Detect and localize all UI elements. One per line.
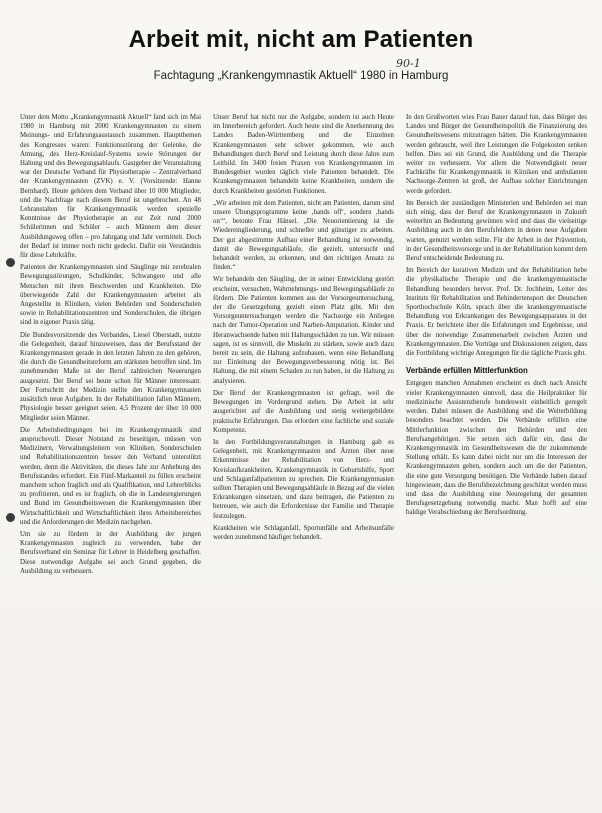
paragraph: In den Fortbildungsveranstaltungen in Hamburg gab es Gelegenheit, mit Krankengymnasten und Ärzten über neue Erkenntnisse der Rehabilitation von Herz- und Kreislaufkrankheiten, Krankengymnastik in Geburtshilfe, Sport und Schlaganfallpatienten zu sprechen. Die Krankengymnasten sollten Therapien und Bewegungsabläufe in Bezug auf die vielen Erkrankungen einsetzen, und dazu beitragen, die Patienten zu betreuen, wie auch die Erfordernisse der Familie und Therapie festzulegen.	[213, 438, 394, 520]
paragraph: Im Bereich der kurativen Medizin und der Rehabilitation hebe die physikalische Therapie und die krankengymnastische Behandlung besonders hervor. Prof. Dr. Jochheim, Leiter des Instituts für Rehabilitation und Behindertensport der Deutschen Sporthochschule Köln, sprach über die krankengymnastische Behandlung von Erkrankungen des Bewegungsapparates in der Praxis. Er berichtete über die Erfahrungen und Ergebnisse, und über die notwendige Zusammenarbeit zwischen Ärzten und Krankengymnasten. Die Vorträge und Diskussionen zeigten, dass die Fortbildung wichtige Anregungen für die tägliche Praxis gibt.	[406, 267, 587, 358]
text-column-1	[20, 113, 201, 803]
paragraph: Die Bundesvorsitzende des Verbandes, Liesel Oberstadt, nutzte die Gelegenheit, darauf hinzuweisen, dass der Berufsstand der Krankengymnasten gerade in den letzten Jahren zu den gehören, die durch die Gesundheitsreform am stärksten betroffen sind. Im zunehmenden Maße ist der Beruf zahlreichen Neuerungen ausgesetzt. Der Beruf sei heute schon für Männer interessant. Der Fortschritt der Medizin stellte den Krankengymnasten zusätzlich neue Aufgaben. In der Rehabilitation fallen Männern, Physiologie besser geeignet seien. 4,5 Prozent der über 10 000 Mitglieder seien Männer.	[20, 331, 201, 422]
paragraph: Unter dem Motto „Krankengymnastik Aktuell“ fand sich im Mai 1980 in Hamburg mit 2000 Krankengymnasten zu einem Meinungs- und Erfahrungsaustausch zusammen. Hauptthemen des Kongresses waren: Funktionsstörung der Gelenke, die Atmung, des Herz-Kreislauf-Systems sowie Störungen der Haltung und des Bewegungsablaufs. Gastgeber der Veranstaltung war der Deutsche Verband für Physiotherapie – Zentralverband der Krankengymnasten (ZVK) e. V. (Vorsitzende: Hanne Bernhard). Heute gehören dem Verband über 10 000 Mitglieder, und die Nachfrage nach diesem Beruf ist ungebrochen. An 48 Lehranstalten für Krankengymnastik werden spezielle Kenntnisse der Physiotherapie an zur Zeit rund 2000 Schülerinnen und Schüler – auch Männern dem dieser Ausbildungsweg offen – pro Jahrgang und Jahr vermittelt. Doch der Bedarf ist immer noch nicht gedeckt. Dafür ein Verständnis für diese Lehrkräfte.	[20, 114, 201, 260]
punch-hole	[6, 258, 15, 267]
paragraph: Krankheiten wie Schlaganfall, Sportunfälle und Arbeitsunfälle werden zunehmend häufiger behandelt.	[213, 524, 394, 541]
paragraph: Entgegen manchen Annahmen erscheint es doch nach Ansicht vieler Krankengymnasten sinnvoll, dass die Heilpraktiker für medizinische Assistenzberufe bundesweit einheitlich geregelt werden. Dabei müssen die Ausbildung und die Weiterbildung besonders beachtet werden. Die Verbände erfüllen eine Mittlerfunktion zwischen den Behörden und den Berufsangehörigen. Sie setzen sich dafür ein, dass die Krankengymnastik im Gesundheitswesen die ihr zukommende Stellung erhält. Es kann dabei nicht nur um die Interessen der Krankengymnasten gehen, sondern auch um die der Patienten, die eine gute Versorgung benötigen. Die Verbände haben darauf hingewiesen, dass die Berufsbezeichnung geschützt werden muss und dass die Ausbildung eine Neuregelung der gesamten Berufsgesetzgebung notwendig macht. Man hofft auf eine baldige Verabschiedung der Berufsordnung.	[406, 380, 587, 517]
paragraph: In den Grußworten wies Frau Bauer darauf hin, dass Bürger des Landes und Bürger der Gesundheitspolitik die Finanzierung des Gesundheitswesens mitzutragen hätten. Die Krankengymnasten werden gebraucht, weil ihre Leistungen die Folgekosten senken helfen. Dies sei ein Grund, die Ausbildung und die Therapie weiter zu verbessern. Vor allem die Notwendigkeit neuer Fachkräfte für Krankengymnastik in Kliniken und ambulanten Nachsorge-Zentren ist groß, der Aufbau solcher Einrichtungen werde gefordert.	[406, 114, 587, 195]
paragraph: Um sie zu fördern in der Ausbildung der jungen Krankengymnasten zugleich zu verwenden, habe der Berufsverband ein Seminar für Lehrer in Heidelberg geschaffen. Diese notwendige Aufgabe sei auch Grund gegeben, die Ausbildung zu verbessern.	[20, 530, 201, 575]
text-column-2	[213, 113, 394, 803]
text-column-3	[406, 113, 587, 803]
article-subtitle: Fachtagung „Krankengymnastik Aktuell“ 1980 in Hamburg	[153, 70, 449, 82]
handwritten-note: 90-1	[396, 57, 421, 70]
punch-hole	[6, 513, 15, 522]
paragraph: Im Bereich der zuständigen Ministerien und Behörden sei man sich einig, dass der Beruf der Krankengymnasten in Zukunft weiterhin an Bedeutung gewinnen wird und dass die vielseitige Ausbildung auch in den Berufsfeldern in denen neue Aufgaben warten, genutzt werden sollte. Für die Arbeit in der Prävention, in der Gesundheitsvorsorge und in der Rehabilitation kommt dem Beruf entscheidende Bedeutung zu.	[406, 199, 587, 263]
paragraph: „Wir arbeiten mit dem Patienten, nicht am Patienten, darum sind unsere Übungsprogramme keine ‚hands off‘, sondern ‚hands on‘“, betonte Frau Hänsel. „Die Neuorientierung ist die Wiedereingliederung, und schneller und günstiger zu arbeiten. Der gut abgestimmte Aufbau einer Behandlung ist notwendig, damit die Bewegungsabläufe, die gezielt, untersucht und behandelt werden, zu erkennen, und den richtigen Ansatz zu finden.“	[213, 199, 394, 272]
paragraph: Unser Beruf hat nicht nur die Aufgabe, sondern ist auch Heute im Innerbereich gefordert. Auch heute sind die Anerkennung des Landes Baden-Württemberg und die Einzelnen Krankengymnasten sehr schwer gekommen, wie auch Behandlungen durch Beruf und Leistung durch diese Jahre zum Leitbild. Im 3400 freien Praxen von Krankengymnasten im Bundesgebiet wurden täglich viele Patienten behandelt. Die Krankengymnasten behandeln keine Krankheiten, sondern die durch Krankheiten gestörten Funktionen.	[213, 114, 394, 195]
paragraph: Wir behandeln den Säugling, der in seiner Entwicklung gestört erscheint, versuchen, Wahrnehmungs- und Bewegungsabläufe zu fördern. Die Patienten kommen aus der Vorsorgeuntersuchung, der die Gesetzgebung gezielt einen Platz gibt. Mit den Vorsorgeuntersuchungen werden die Nachsorge ein Anliegen nach der Tumor-Operation und Narben-Amputation. Kinder und Heranwachsende haben mit Haltungsschäden zu tun. Wir müssen sagen, ist es sinnvoll, die Muskeln zu stärken, sowie auch dazu bereit zu sein, die Haltung aufzubauen, wenn eine Behandlung zur Einleitung der Bewegungsverbesserung nötig ist. Bei Haltung, die mit einem Schaden zu tun haben, ist die Haltung zu analysieren.	[213, 276, 394, 385]
paragraph: Die Arbeitsbedingungen bei im Krankengymnastik sind anspruchsvoll. Dieser Notstand zu beseitigen, müssen von Medizinern, Verwaltungsleitern von Kliniken, Sonderschulen und Rehabilitationszentren besser den Verband unterstützt werden, denn die Aktivitäten, die dieses Jahr zur Anhebung des Berufsstandes erfordert. Ein Fünf-Markanteil zu füllen erscheint manchem schon fraglich und als Qualifikation, und Lehrerblicks zu profitieren, und es ist fraglich, ob die in Landesregierungen und Bund im Gesundheitswesen die Krankengymnasten über Wirtschaftlichkeit und Wirtschaftlichkeit ihres Arbeitsbereiches und die Anforderungen der Medizin nachgehen.	[20, 426, 201, 526]
paragraph: Der Beruf der Krankengymnasten ist gefragt, weil die Bewegungen im Vordergrund stehen. Die Arbeit ist sehr ausgerichtet auf die Ausbildung und stetig weitergebildete praktische Erfahrungen. Das erfordert eine fachliche und soziale Kompetenz.	[213, 389, 394, 434]
paragraph: Patienten der Krankengymnasten sind Säuglinge mit zerebralen Bewegungsstörungen, Schulkinder, Schwangere und alle Menschen mit ihren Beschwerden und Krankheiten. Die überwiegende Zahl der Krankengymnasten arbeitet als Angestellte in Kliniken, vielen Behörden und Sonderschulen sowie in Rehabilitationszentren und Sonderschulen, die übrigen sind in eigener Praxis tätig.	[20, 264, 201, 327]
article-body	[20, 113, 588, 803]
section-subheading: Verbände erfüllen Mittlerfunktion	[406, 366, 528, 376]
article-title: Arbeit mit, nicht am Patienten	[128, 26, 474, 53]
